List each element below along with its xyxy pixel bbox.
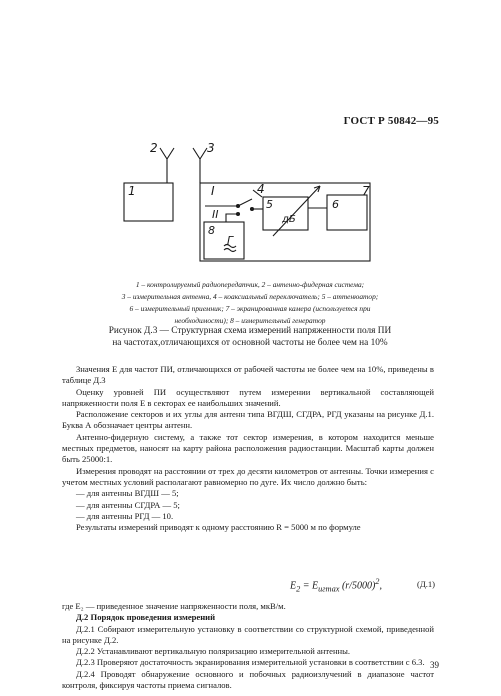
label-db: дБ xyxy=(282,214,296,225)
label-I: I xyxy=(211,184,215,198)
paragraph: Значения E для частот ПИ, отличающихся от рабочей частоты не более чем на 10%, приведены в таблице Д.3 xyxy=(62,364,434,386)
label-2: 2 xyxy=(150,141,158,155)
paragraph: Оценку уровней ПИ осуществляют путем измерении вертикальной составляющей напряженности поля E в секторах ее наибольших значений. xyxy=(62,386,434,408)
caption-line: Рисунок Д.3 — Структурная схема измерений напряженности поля ПИ xyxy=(108,326,392,336)
paragraph: Результаты измерений приводят к одному расстоянию R = 5000 м по формуле xyxy=(76,522,361,533)
legend-line: 1 – контролируемый радиопередатчик, 2 – антенно-фидерная система; xyxy=(135,280,365,289)
formula-tail: , xyxy=(379,580,382,592)
legend-line: 3 – измерительная антенна, 4 – коаксиальный переключатель; 5 – аттенюатор; xyxy=(121,292,379,301)
label-gen: Г xyxy=(227,234,234,247)
page-number: 39 xyxy=(430,660,439,670)
legend-line: 6 – измерительный приемник; 7 – экранированная камера (используется при xyxy=(129,304,371,313)
figure-caption xyxy=(60,325,440,349)
paragraph: Д.2.1 Собирают измерительную установку в соответствии со структурной схемой, приведенной на рисунке Д.2. xyxy=(62,623,434,645)
paragraph: где E₂ — приведенное значение напряженности поля, мкВ/м. xyxy=(62,601,286,611)
label-5: 5 xyxy=(266,198,273,211)
formula-number: (Д.1) xyxy=(416,579,435,589)
antenna-2 xyxy=(160,148,174,183)
label-II: II xyxy=(212,208,219,221)
list-item: — для антенны СГДРА — 5; xyxy=(76,499,180,510)
body-text xyxy=(62,364,434,533)
list-item: — для антенны ВГДШ — 5; xyxy=(76,488,179,499)
paragraph: Измерения проводят на расстоянии от трех до десяти километров от антенны. Точки измерения с учетом местных условий располагают равномерно по дуге. Их число должно быть: xyxy=(62,465,434,487)
caption-line: на частотах,отличающихся от основной частоты не более чем на 10% xyxy=(112,338,388,348)
list-item: — для антенны РГД — 10. xyxy=(76,510,174,521)
formula-lhs: E xyxy=(290,580,297,592)
block-diagram xyxy=(0,0,501,280)
section-heading: Д.2 Порядок проведения измерений xyxy=(76,612,216,623)
formula-exp: 2 xyxy=(375,577,380,586)
paragraph: Д.2.2 Устанавливают вертикальную поляризацию измерительной антенны. xyxy=(76,646,351,657)
paragraph: Антенно-фидерную систему, а также тот сектор измерения, в котором находится меньше местных предметов, наносят на карту района расположения радиостанции. Масштаб карты должен быть 25000:1. xyxy=(62,431,434,465)
figure-legend xyxy=(70,279,430,327)
body-text-continued xyxy=(62,601,434,691)
label-6: 6 xyxy=(332,198,339,211)
formula-rhs-sub: игmax xyxy=(318,584,340,594)
label-4: 4 xyxy=(257,182,265,196)
antenna-3 xyxy=(193,148,207,183)
formula-rest: (r/5000) xyxy=(339,580,376,592)
label-7: 7 xyxy=(362,184,370,198)
document-header: ГОСТ Р 50842—95 xyxy=(343,115,439,127)
paragraph: Расположение секторов и их углы для антенн типа ВГДШ, СГДРА, РГД указаны на рисунке Д.1. Буква А обозначает центры антенн. xyxy=(62,409,434,431)
formula-eq: = E xyxy=(300,580,319,592)
label-8: 8 xyxy=(208,224,215,237)
legend-line: необходимости); 8 – измерительный генератор xyxy=(174,316,326,325)
paragraph: Д.2.3 Проверяют достаточность экранирования измерительной установки в соответствии с 6.3. xyxy=(76,657,425,668)
formula-lhs-sub: 2 xyxy=(296,584,301,594)
paragraph: Д.2.4 Проводят обнаружение основного и побочных радиоизлучений в диапазоне частот контроля, фиксируя частоты приема сигналов. xyxy=(62,668,434,691)
label-1: 1 xyxy=(128,184,136,198)
formula-d1 xyxy=(290,577,382,593)
label-3: 3 xyxy=(207,141,215,155)
